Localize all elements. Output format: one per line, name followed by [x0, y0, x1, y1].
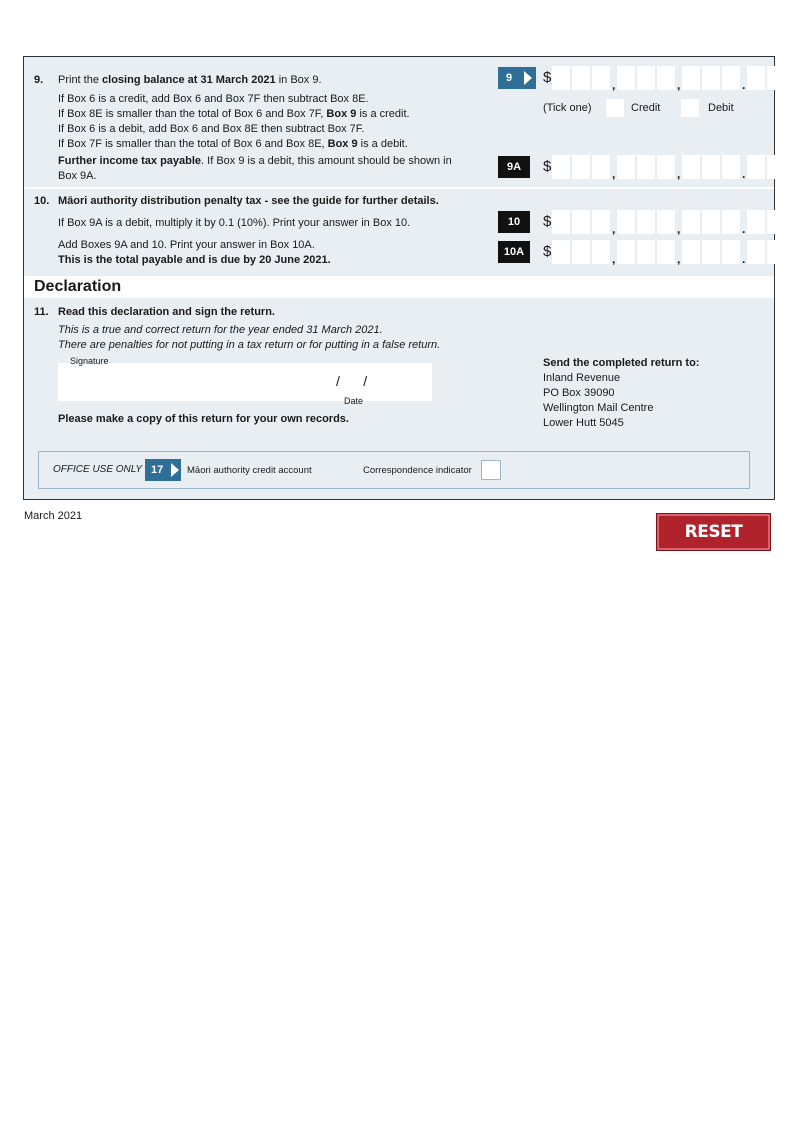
box-17-label: 17: [145, 459, 181, 481]
q9-line3: If Box 8E is smaller than the total of Box 6 and Box 7F, Box 9 is a credit.: [58, 108, 410, 120]
credit-account-label: Māori authority credit account: [187, 465, 312, 476]
correspondence-box[interactable]: [481, 460, 501, 480]
q9-line1: Print the closing balance at 31 March 2021 in Box 9.: [58, 74, 322, 86]
address-line-2: PO Box 39090: [543, 387, 615, 399]
address-line-4: Lower Hutt 5045: [543, 417, 624, 429]
footer-date: March 2021: [24, 510, 83, 522]
declaration-band: [24, 276, 774, 298]
box-9a-label: 9A: [498, 156, 530, 178]
box-9a-amount[interactable]: , , .: [552, 155, 787, 179]
q10-line3: This is the total payable and is due by 20 June 2021.: [58, 254, 331, 266]
box-9-label: 9: [498, 67, 536, 89]
box-10a-label: 10A: [498, 241, 530, 263]
q11-heading: Read this declaration and sign the return.: [58, 306, 275, 318]
address-line-1: Inland Revenue: [543, 372, 621, 384]
box-9-amount[interactable]: , , .: [552, 66, 787, 90]
correspondence-label: Correspondence indicator: [363, 465, 472, 476]
q9-number: 9.: [34, 74, 44, 86]
dollar-sign: $: [543, 69, 552, 86]
dollar-sign: $: [543, 243, 552, 260]
tick-one-label: (Tick one): [543, 102, 592, 114]
box-10-amount[interactable]: , , .: [552, 210, 787, 234]
box-10a-amount[interactable]: , , .: [552, 240, 787, 264]
q9-line6: Further income tax payable. If Box 9 is a debit, this amount should be shown in: [58, 155, 452, 167]
declaration-text-2: There are penalties for not putting in a tax return or for putting in a false return.: [58, 339, 441, 351]
credit-checkbox[interactable]: [606, 99, 624, 117]
q10-heading: Māori authority distribution penalty tax - see the guide for further details.: [58, 195, 439, 207]
send-heading: Send the completed return to:: [543, 357, 700, 369]
declaration-title: Declaration: [34, 278, 122, 295]
debit-checkbox[interactable]: [681, 99, 699, 117]
signature-label: Signature: [70, 356, 109, 366]
section-divider: [24, 187, 774, 189]
form-frame: [23, 56, 775, 500]
signature-field[interactable]: [58, 363, 432, 401]
q9-line7: Box 9A.: [58, 170, 97, 182]
box-10-label: 10: [498, 211, 530, 233]
q10-line2: Add Boxes 9A and 10. Print your answer in Box 10A.: [58, 239, 315, 251]
date-label: Date: [344, 396, 364, 406]
reset-form-button[interactable]: RESET FORM: [656, 513, 771, 551]
credit-label: Credit: [631, 102, 661, 114]
debit-label: Debit: [708, 102, 734, 114]
q9-line2: If Box 6 is a credit, add Box 6 and Box 7F then subtract Box 8E.: [58, 93, 369, 105]
office-use-label: OFFICE USE ONLY: [53, 464, 143, 475]
q9-line4: If Box 6 is a debit, add Box 6 and Box 8E then subtract Box 7F.: [58, 123, 365, 135]
address-line-3: Wellington Mail Centre: [543, 402, 654, 414]
dollar-sign: $: [543, 213, 552, 230]
q9-line5: If Box 7F is smaller than the total of Box 6 and Box 8E, Box 9 is a debit.: [58, 138, 408, 150]
q10-number: 10.: [34, 195, 50, 207]
dollar-sign: $: [543, 158, 552, 175]
declaration-text-1: This is a true and correct return for the year ended 31 March 2021.: [58, 324, 383, 336]
arrow-right-icon: [171, 463, 179, 477]
q11-number: 11.: [34, 306, 49, 318]
q10-line1: If Box 9A is a debit, multiply it by 0.1 (10%). Print your answer in Box 10.: [58, 217, 411, 229]
arrow-right-icon: [524, 71, 532, 85]
date-field[interactable]: / /: [336, 373, 368, 389]
office-use-panel: [38, 451, 750, 489]
copy-note: Please make a copy of this return for your own records.: [58, 413, 349, 425]
